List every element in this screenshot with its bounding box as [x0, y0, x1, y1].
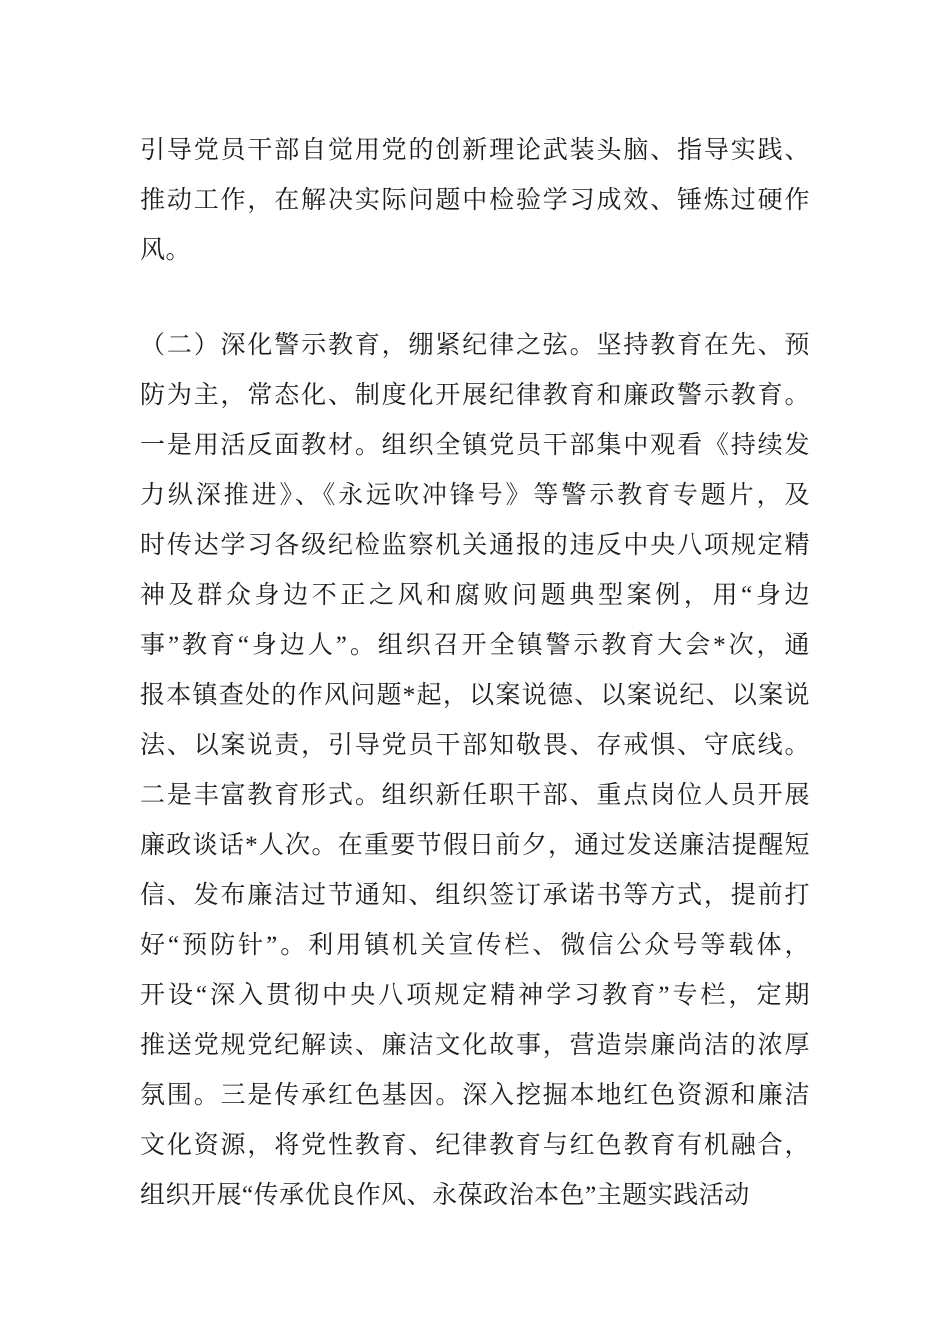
text-line: 防为主，常态化、制度化开展纪律教育和廉政警示教育。 [140, 382, 810, 409]
text-line: 好“预防针”。利用镇机关宣传栏、微信公众号等载体， [140, 932, 810, 959]
text-line: 报本镇查处的作风问题*起，以案说德、以案说纪、以案说 [140, 682, 810, 709]
text-line: 氛围。三是传承红色基因。深入挖掘本地红色资源和廉洁 [140, 1082, 810, 1109]
text-line: 风。 [140, 237, 192, 264]
document-body [140, 126, 810, 1221]
text-line: 事”教育“身边人”。组织召开全镇警示教育大会*次，通 [140, 632, 810, 659]
text-line: 法、以案说责，引导党员干部知敬畏、存戒惧、守底线。 [140, 732, 810, 759]
text-line: 推动工作，在解决实际问题中检验学习成效、锤炼过硬作 [140, 187, 810, 214]
text-line: 组织开展“传承优良作风、永葆政治本色”主题实践活动 [140, 1182, 750, 1209]
text-line: 一是用活反面教材。组织全镇党员干部集中观看《持续发 [140, 432, 810, 459]
text-line: 信、发布廉洁过节通知、组织签订承诺书等方式，提前打 [140, 882, 810, 909]
text-line: 推送党规党纪解读、廉洁文化故事，营造崇廉尚洁的浓厚 [140, 1032, 810, 1059]
paragraph [140, 126, 810, 276]
text-line: 文化资源，将党性教育、纪律教育与红色教育有机融合， [140, 1132, 810, 1159]
text-line: 开设“深入贯彻中央八项规定精神学习教育”专栏，定期 [140, 982, 810, 1009]
text-line: 时传达学习各级纪检监察机关通报的违反中央八项规定精 [140, 532, 810, 559]
text-line: 廉政谈话*人次。在重要节假日前夕，通过发送廉洁提醒短 [140, 832, 810, 859]
text-line: 引导党员干部自觉用党的创新理论武装头脑、指导实践、 [140, 137, 810, 164]
text-line: （二）深化警示教育，绷紧纪律之弦。坚持教育在先、预 [140, 332, 810, 359]
text-line: 力纵深推进》、《永远吹冲锋号》等警示教育专题片，及 [140, 482, 810, 509]
text-line: 二是丰富教育形式。组织新任职干部、重点岗位人员开展 [140, 782, 810, 809]
text-line: 神及群众身边不正之风和腐败问题典型案例，用“身边 [140, 582, 810, 609]
paragraph [140, 321, 810, 1221]
